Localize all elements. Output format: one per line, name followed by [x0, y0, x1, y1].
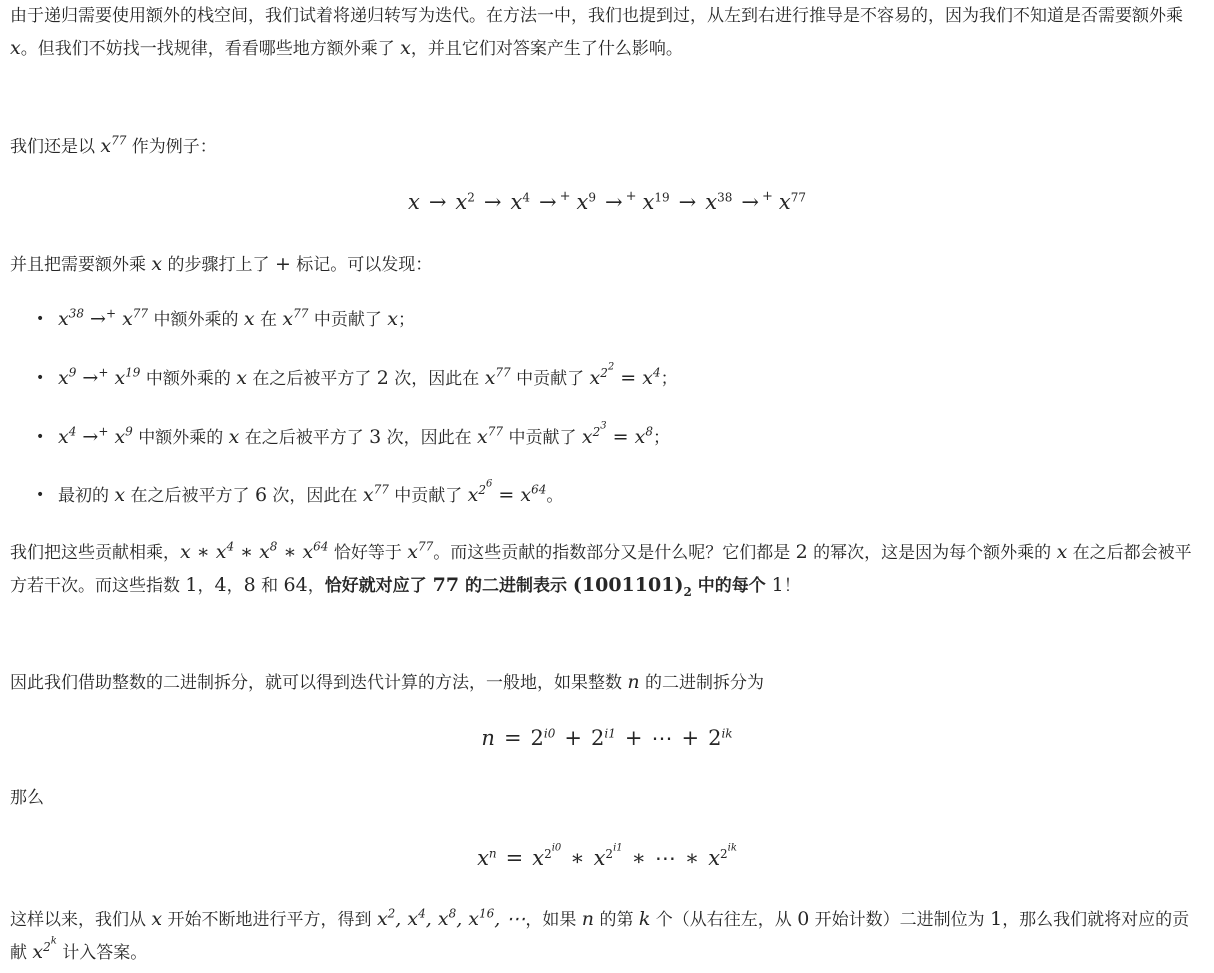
- paragraph-then: 那么: [10, 788, 44, 808]
- text: 并且把需要额外乘: [10, 255, 152, 275]
- math-x77: $x^{77}$: [100, 133, 127, 157]
- list-item: • $x^{38} \to^+$ $x^{77}$ 中额外乘的 x 在 $x^{77}$ 中贡献了 x；: [36, 303, 1196, 336]
- paragraph-iterate: 这样以来，我们从 x 开始不断地进行平方，得到 $x^2$, $x^4$, $x^8$, $x^{16}$, ⋯，如果 n 的第 k 个（从右往左，从 0 开始计数）二进制位为 1，那么我们就将对应的贡献 $x^{2^k}$ 计入答案。: [10, 906, 1190, 963]
- bullet: •: [36, 487, 45, 503]
- paragraph-binary: 我们把这些贡献相乘，x ∗ $x^4$ ∗ $x^8$ ∗ $x^{64}$ 恰好等于 $x^{77}$。而这些贡献的指数部分又是什么呢？它们都是 2 的幂次，这是因为每个额外乘的 x 在之后都会被平方若干次。而这些指数 1，4，8 和 64，恰好就对应了 77 的二进制表示 $(1001101)_2$ 中的每个 1！: [10, 539, 1192, 599]
- equation-chain: $x \to x^2 \to x^4 \to ^+$ $x^9 \to ^+$ $x^{19} \to x^{38} \to ^+$ $x^{77}$: [407, 188, 807, 214]
- bold-text: 恰好就对应了 77 的二进制表示 $(1001101)_2$ 中的每个: [324, 574, 772, 599]
- bullet: •: [36, 370, 45, 386]
- paragraph-mark: [10, 248, 1204, 281]
- text: 的步骤打上了: [162, 255, 275, 275]
- math-x: x: [10, 37, 21, 59]
- bullet: •: [36, 429, 45, 445]
- list-item: • $x^4 \to^+$ $x^9$ 中额外乘的 x 在之后被平方了 3 次，因此在 $x^{77}$ 中贡献了 $x^{2^3} = x^8$；: [36, 421, 1196, 454]
- text: ，并且它们对答案产生了什么影响。: [410, 39, 683, 59]
- bullet: •: [36, 311, 45, 327]
- list-item: • 最初的 x 在之后被平方了 6 次，因此在 $x^{77}$ 中贡献了 $x^{2^6} = x^{64}$。: [36, 479, 1196, 512]
- math-plus: +: [274, 253, 291, 275]
- text: 作为例子：: [126, 137, 217, 157]
- list-item: • $x^9 \to^+$ $x^{19}$ 中额外乘的 x 在之后被平方了 2 次，因此在 $x^{77}$ 中贡献了 $x^{2^2} = x^4$；: [36, 362, 1196, 395]
- paragraph-example: [10, 130, 1204, 163]
- text: 标记。可以发现：: [290, 255, 433, 275]
- math-x: x: [151, 253, 163, 275]
- text: 我们还是以: [10, 137, 101, 157]
- equation-binary-split: $n = 2^{i0} + 2^{i1}$ + ⋯ + $2^{ik}$: [481, 726, 733, 750]
- text: 。但我们不妨找一找规律，看看哪些地方额外乘了: [20, 39, 401, 59]
- equation-product: $x^n = x^{2^{i0}}$ ∗ $x^{2^{i1}}$ ∗ ⋯ ∗ $x^{2^{ik}}$: [477, 842, 737, 870]
- paragraph-intro: [10, 0, 1204, 65]
- text: 由于递归需要使用额外的栈空间，我们试着将递归转写为迭代。在方法一中，我们也提到过，从左到右进行推导是不容易的，因为我们不知道是否需要额外乘: [10, 6, 1183, 26]
- math-x: x: [400, 37, 411, 59]
- paragraph-split: 因此我们借助整数的二进制拆分，就可以得到迭代计算的方法，一般地，如果整数 n 的二进制拆分为: [10, 671, 765, 693]
